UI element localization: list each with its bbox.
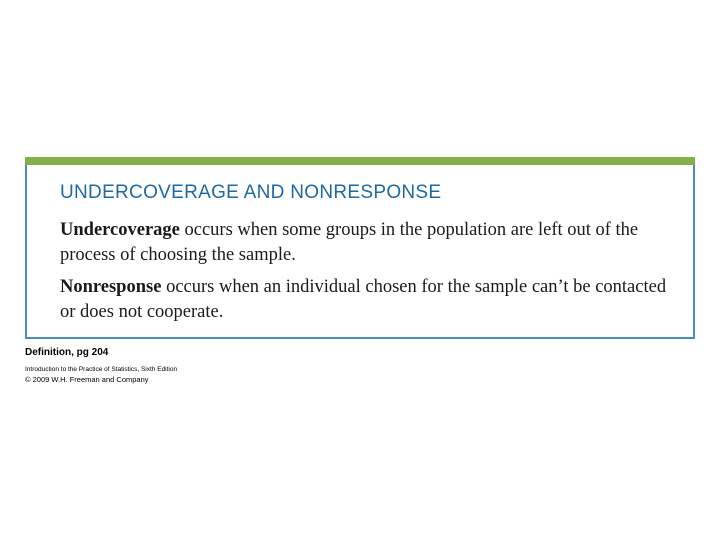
definition-term: Nonresponse bbox=[60, 277, 162, 297]
box-title: UNDERCOVERAGE AND NONRESPONSE bbox=[60, 182, 442, 203]
definition-text: occurs when some groups in the population are left out of the process of choosing the sample. bbox=[60, 220, 639, 265]
slide-caption: Definition, pg 204 bbox=[25, 347, 109, 358]
definition-undercoverage bbox=[60, 218, 686, 268]
accent-bar bbox=[25, 157, 695, 165]
definition-nonresponse bbox=[60, 275, 686, 325]
definition-box bbox=[25, 157, 695, 341]
definition-box-body bbox=[25, 165, 695, 339]
definition-text: occurs when an individual chosen for the sample can’t be contacted or does not cooperate. bbox=[60, 277, 667, 322]
source-citation: Introduction to the Practice of Statistics, Sixth Edition bbox=[25, 366, 178, 373]
copyright-notice: © 2009 W.H. Freeman and Company bbox=[25, 375, 149, 384]
definition-term: Undercoverage bbox=[60, 220, 180, 240]
